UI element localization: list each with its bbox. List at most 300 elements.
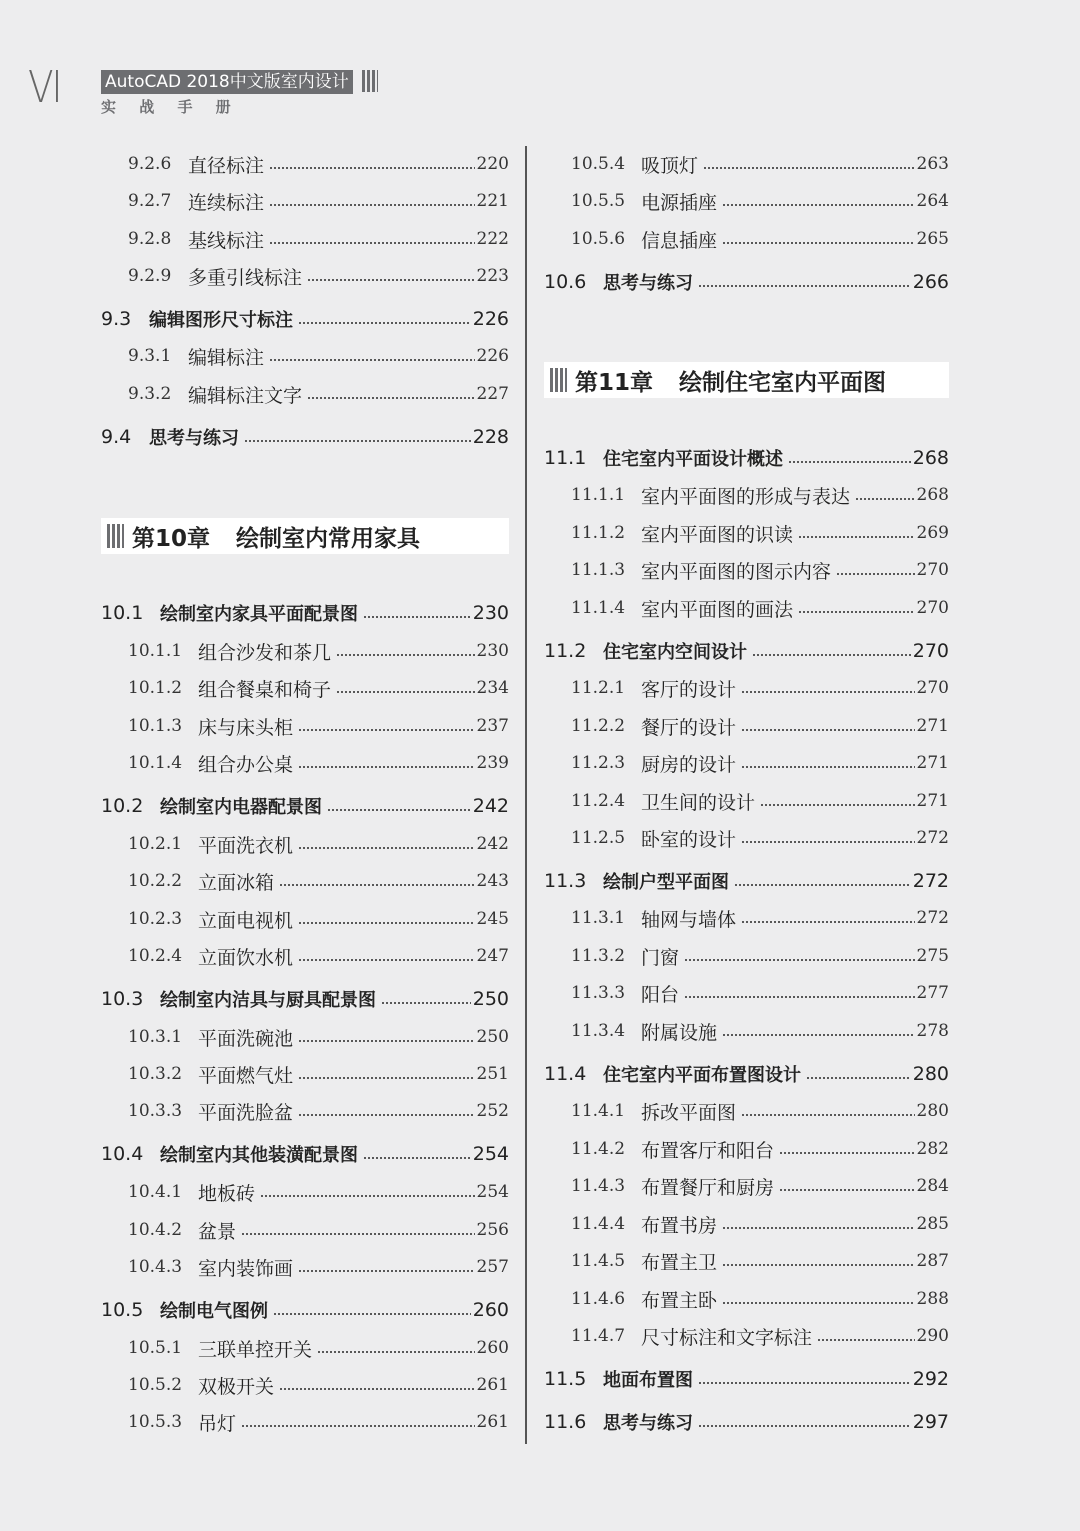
- chapter-bars-decoration: [550, 368, 567, 392]
- toc-entry-title: 电源插座: [641, 191, 718, 214]
- toc-leader-dots: [741, 841, 915, 843]
- toc-section-entry[interactable]: [101, 598, 509, 628]
- toc-entry-title: 卧室的设计: [641, 828, 737, 851]
- toc-entry-page: 260: [476, 1338, 509, 1358]
- book-title: AutoCAD 2018中文版室内设计: [101, 70, 353, 94]
- toc-subsection-entry[interactable]: [101, 636, 509, 666]
- toc-entry-title: 地板砖: [198, 1182, 256, 1205]
- toc-entry-number: 11.2: [544, 640, 587, 662]
- toc-entry-number: 11.2.5: [571, 828, 626, 848]
- toc-entry-page: 261: [476, 1375, 509, 1395]
- title-bars-decoration: [362, 70, 378, 92]
- chapter-heading[interactable]: [544, 362, 949, 398]
- toc-section-entry[interactable]: [101, 422, 509, 452]
- toc-entry-page: 292: [912, 1368, 949, 1390]
- toc-entry-number: 10.1: [101, 602, 144, 624]
- toc-leader-dots: [779, 1189, 915, 1191]
- toc-leader-dots: [381, 1002, 471, 1004]
- toc-entry-number: 11.4.4: [571, 1214, 626, 1234]
- page-number-roman: Ⅵ: [28, 62, 58, 113]
- toc-entry-title: 平面洗衣机: [198, 834, 294, 857]
- toc-entry-page: 272: [916, 828, 949, 848]
- toc-subsection-entry[interactable]: [544, 978, 949, 1008]
- toc-subsection-entry[interactable]: [101, 1333, 509, 1363]
- toc-entry-page: 270: [916, 560, 949, 580]
- toc-subsection-entry[interactable]: [101, 341, 509, 371]
- toc-subsection-entry[interactable]: [544, 903, 949, 933]
- toc-entry-page: 256: [476, 1220, 509, 1240]
- toc-entry-title: 住宅室内平面布置图设计: [603, 1065, 801, 1086]
- toc-entry-number: 11.1.1: [571, 485, 626, 505]
- toc-subsection-entry[interactable]: [544, 823, 949, 853]
- toc-entry-title: 住宅室内平面设计概述: [603, 449, 783, 470]
- toc-section-entry[interactable]: [544, 443, 949, 473]
- toc-leader-dots: [298, 847, 475, 849]
- toc-entry-number: 10.1.4: [128, 753, 183, 773]
- toc-entry-page: 288: [916, 1289, 949, 1309]
- toc-entry-page: 221: [476, 191, 509, 211]
- toc-entry-title: 思考与练习: [603, 273, 693, 294]
- toc-entry-title: 厨房的设计: [641, 753, 737, 776]
- toc-entry-page: 226: [472, 308, 509, 330]
- toc-section-entry[interactable]: [101, 304, 509, 334]
- toc-subsection-entry[interactable]: [101, 1407, 509, 1437]
- toc-subsection-entry[interactable]: [101, 1215, 509, 1245]
- toc-entry-number: 11.1: [544, 447, 587, 469]
- chapter-title: 绘制室内常用家具: [236, 525, 421, 552]
- toc-entry-title: 组合餐桌和椅子: [198, 678, 332, 701]
- toc-entry-title: 门窗: [641, 946, 680, 969]
- toc-leader-dots: [855, 498, 915, 500]
- toc-leader-dots: [298, 766, 475, 768]
- toc-entry-title: 布置主卫: [641, 1251, 718, 1274]
- toc-entry-title: 绘制室内洁具与厨具配景图: [160, 990, 376, 1011]
- toc-section-entry[interactable]: [101, 791, 509, 821]
- toc-leader-dots: [307, 397, 475, 399]
- toc-leader-dots: [298, 729, 475, 731]
- toc-entry-page: 272: [912, 870, 949, 892]
- toc-leader-dots: [363, 616, 471, 618]
- toc-subsection-entry[interactable]: [544, 186, 949, 216]
- toc-leader-dots: [317, 1351, 475, 1353]
- toc-entry-page: 270: [912, 640, 949, 662]
- toc-entry-title: 布置餐厅和厨房: [641, 1176, 775, 1199]
- toc-leader-dots: [336, 654, 475, 656]
- toc-subsection-entry[interactable]: [101, 224, 509, 254]
- toc-leader-dots: [363, 1157, 471, 1159]
- toc-subsection-entry[interactable]: [544, 555, 949, 585]
- toc-leader-dots: [741, 1114, 915, 1116]
- toc-entry-number: 10.5.1: [128, 1338, 183, 1358]
- toc-leader-dots: [741, 766, 915, 768]
- toc-entry-number: 11.1.4: [571, 598, 626, 618]
- toc-entry-page: 251: [476, 1064, 509, 1084]
- toc-entry-title: 绘制室内家具平面配景图: [160, 604, 358, 625]
- toc-entry-title: 客厅的设计: [641, 678, 737, 701]
- toc-entry-title: 双极开关: [198, 1375, 275, 1398]
- toc-leader-dots: [722, 242, 915, 244]
- toc-leader-dots: [279, 884, 475, 886]
- toc-entry-title: 室内平面图的画法: [641, 598, 794, 621]
- toc-leader-dots: [298, 1077, 475, 1079]
- toc-subsection-entry[interactable]: [101, 186, 509, 216]
- toc-entry-title: 室内平面图的识读: [641, 523, 794, 546]
- toc-entry-page: 247: [476, 946, 509, 966]
- toc-entry-page: 268: [912, 447, 949, 469]
- toc-subsection-entry[interactable]: [544, 1321, 949, 1351]
- toc-entry-title: 三联单控开关: [198, 1338, 313, 1361]
- toc-entry-page: 250: [476, 1027, 509, 1047]
- toc-leader-dots: [269, 242, 475, 244]
- toc-section-entry[interactable]: [544, 866, 949, 896]
- toc-leader-dots: [722, 1227, 915, 1229]
- toc-entry-number: 9.4: [101, 426, 132, 448]
- toc-entry-number: 10.4.2: [128, 1220, 183, 1240]
- toc-entry-number: 11.4.2: [571, 1139, 626, 1159]
- toc-entry-title: 立面冰箱: [198, 871, 275, 894]
- toc-entry-page: 257: [476, 1257, 509, 1277]
- toc-entry-page: 280: [912, 1063, 949, 1085]
- toc-leader-dots: [722, 204, 915, 206]
- toc-entry-title: 绘制室内其他装潢配景图: [160, 1145, 358, 1166]
- toc-entry-title: 住宅室内空间设计: [603, 642, 747, 663]
- toc-entry-title: 阳台: [641, 983, 680, 1006]
- toc-entry-title: 平面洗脸盆: [198, 1101, 294, 1124]
- toc-entry-page: 237: [476, 716, 509, 736]
- toc-leader-dots: [752, 654, 911, 656]
- toc-subsection-entry[interactable]: [544, 593, 949, 623]
- toc-leader-dots: [722, 1264, 915, 1266]
- toc-entry-number: 10.3.2: [128, 1064, 183, 1084]
- toc-entry-title: 组合办公桌: [198, 753, 294, 776]
- toc-entry-number: 11.3: [544, 870, 587, 892]
- toc-leader-dots: [798, 611, 915, 613]
- toc-entry-title: 床与床头柜: [198, 716, 294, 739]
- toc-entry-page: 271: [916, 716, 949, 736]
- toc-leader-dots: [698, 285, 911, 287]
- toc-entry-number: 10.2.4: [128, 946, 183, 966]
- toc-entry-page: 222: [476, 229, 509, 249]
- toc-entry-number: 10.5.5: [571, 191, 626, 211]
- toc-entry-title: 组合沙发和茶几: [198, 641, 332, 664]
- toc-leader-dots: [269, 359, 475, 361]
- toc-subsection-entry[interactable]: [544, 1284, 949, 1314]
- toc-leader-dots: [307, 279, 475, 281]
- toc-subsection-entry[interactable]: [101, 866, 509, 896]
- toc-section-entry[interactable]: [544, 636, 949, 666]
- toc-subsection-entry[interactable]: [101, 711, 509, 741]
- toc-entry-page: 290: [916, 1326, 949, 1346]
- toc-entry-page: 261: [476, 1412, 509, 1432]
- toc-subsection-entry[interactable]: [544, 673, 949, 703]
- toc-section-entry[interactable]: [544, 1407, 949, 1437]
- toc-leader-dots: [698, 1425, 911, 1427]
- toc-entry-title: 立面饮水机: [198, 946, 294, 969]
- toc-entry-number: 9.3: [101, 308, 132, 330]
- toc-entry-page: 285: [916, 1214, 949, 1234]
- toc-entry-page: 227: [476, 384, 509, 404]
- toc-entry-number: 10.4.3: [128, 1257, 183, 1277]
- toc-entry-page: 278: [916, 1021, 949, 1041]
- toc-entry-page: 234: [476, 678, 509, 698]
- toc-entry-page: 280: [916, 1101, 949, 1121]
- toc-section-entry[interactable]: [544, 267, 949, 297]
- toc-entry-number: 9.3.2: [128, 384, 172, 404]
- toc-leader-dots: [698, 1382, 911, 1384]
- toc-entry-page: 272: [916, 908, 949, 928]
- toc-subsection-entry[interactable]: [544, 149, 949, 179]
- toc-entry-number: 9.2.8: [128, 229, 172, 249]
- toc-entry-number: 10.3.3: [128, 1101, 183, 1121]
- toc-leader-dots: [741, 729, 915, 731]
- toc-entry-number: 11.4: [544, 1063, 587, 1085]
- toc-entry-number: 11.4.1: [571, 1101, 626, 1121]
- toc-entry-title: 编辑图形尺寸标注: [149, 310, 293, 331]
- toc-entry-number: 10.1.2: [128, 678, 183, 698]
- toc-leader-dots: [279, 1388, 475, 1390]
- toc-entry-number: 9.2.9: [128, 266, 172, 286]
- toc-subsection-entry[interactable]: [101, 379, 509, 409]
- toc-entry-title: 布置书房: [641, 1214, 718, 1237]
- toc-subsection-entry[interactable]: [544, 1016, 949, 1046]
- toc-leader-dots: [760, 804, 915, 806]
- toc-entry-title: 尺寸标注和文字标注: [641, 1326, 813, 1349]
- toc-entry-number: 11.2.3: [571, 753, 626, 773]
- toc-entry-title: 室内平面图的图示内容: [641, 560, 832, 583]
- toc-entry-number: 11.3.4: [571, 1021, 626, 1041]
- toc-section-entry[interactable]: [101, 1139, 509, 1169]
- toc-leader-dots: [734, 884, 911, 886]
- toc-entry-page: 271: [916, 791, 949, 811]
- toc-entry-page: 226: [476, 346, 509, 366]
- toc-entry-page: 271: [916, 753, 949, 773]
- toc-entry-number: 10.5: [101, 1299, 144, 1321]
- toc-subsection-entry[interactable]: [544, 1209, 949, 1239]
- toc-entry-title: 布置主卧: [641, 1289, 718, 1312]
- toc-entry-title: 餐厅的设计: [641, 716, 737, 739]
- toc-entry-page: 270: [916, 598, 949, 618]
- toc-leader-dots: [298, 1114, 475, 1116]
- toc-entry-page: 243: [476, 871, 509, 891]
- toc-section-entry[interactable]: [544, 1059, 949, 1089]
- toc-leader-dots: [273, 1313, 471, 1315]
- toc-entry-title: 绘制户型平面图: [603, 872, 729, 893]
- toc-entry-page: 260: [472, 1299, 509, 1321]
- toc-entry-page: 264: [916, 191, 949, 211]
- toc-entry-title: 平面燃气灶: [198, 1064, 294, 1087]
- toc-entry-title: 室内装饰画: [198, 1257, 294, 1280]
- toc-entry-number: 10.6: [544, 271, 587, 293]
- toc-entry-number: 10.2: [101, 795, 144, 817]
- toc-entry-number: 11.3.1: [571, 908, 626, 928]
- toc-subsection-entry[interactable]: [101, 1177, 509, 1207]
- toc-entry-page: 239: [476, 753, 509, 773]
- toc-subsection-entry[interactable]: [544, 1134, 949, 1164]
- toc-entry-page: 230: [472, 602, 509, 624]
- toc-entry-number: 11.5: [544, 1368, 587, 1390]
- toc-entry-number: 10.3.1: [128, 1027, 183, 1047]
- toc-leader-dots: [722, 1034, 915, 1036]
- toc-entry-number: 10.2.1: [128, 834, 183, 854]
- toc-entry-number: 10.5.3: [128, 1412, 183, 1432]
- toc-leader-dots: [684, 996, 915, 998]
- toc-leader-dots: [788, 461, 911, 463]
- toc-leader-dots: [269, 204, 475, 206]
- toc-subsection-entry[interactable]: [101, 941, 509, 971]
- toc-subsection-entry[interactable]: [544, 480, 949, 510]
- toc-entry-title: 基线标注: [188, 229, 265, 252]
- toc-entry-number: 10.4: [101, 1143, 144, 1165]
- toc-entry-title: 盆景: [198, 1220, 237, 1243]
- toc-subsection-entry[interactable]: [101, 829, 509, 859]
- toc-entry-page: 287: [916, 1251, 949, 1271]
- toc-entry-number: 9.3.1: [128, 346, 172, 366]
- toc-entry-number: 10.4.1: [128, 1182, 183, 1202]
- chapter-heading[interactable]: [101, 518, 509, 554]
- toc-leader-dots: [241, 1425, 475, 1427]
- toc-entry-title: 绘制电气图例: [160, 1301, 268, 1322]
- toc-subsection-entry[interactable]: [101, 1096, 509, 1126]
- toc-entry-title: 直径标注: [188, 154, 265, 177]
- toc-entry-number: 11.6: [544, 1411, 587, 1433]
- toc-entry-number: 10.1.1: [128, 641, 183, 661]
- toc-subsection-entry[interactable]: [544, 518, 949, 548]
- toc-entry-number: 11.4.6: [571, 1289, 626, 1309]
- toc-entry-page: 245: [476, 909, 509, 929]
- book-subtitle: 实 战 手 册: [101, 98, 240, 116]
- toc-entry-number: 11.4.5: [571, 1251, 626, 1271]
- toc-subsection-entry[interactable]: [544, 748, 949, 778]
- toc-leader-dots: [684, 959, 915, 961]
- toc-entry-number: 11.1.2: [571, 523, 626, 543]
- toc-subsection-entry[interactable]: [101, 261, 509, 291]
- toc-section-entry[interactable]: [544, 1364, 949, 1394]
- toc-entry-number: 10.2.2: [128, 871, 183, 891]
- toc-entry-page: 263: [916, 154, 949, 174]
- toc-entry-title: 平面洗碗池: [198, 1027, 294, 1050]
- toc-subsection-entry[interactable]: [544, 1246, 949, 1276]
- toc-subsection-entry[interactable]: [101, 1252, 509, 1282]
- toc-entry-page: 269: [916, 523, 949, 543]
- toc-entry-number: 11.2.1: [571, 678, 626, 698]
- toc-leader-dots: [336, 691, 475, 693]
- toc-entry-title: 地面布置图: [603, 1370, 693, 1391]
- toc-entry-title: 吊灯: [198, 1412, 237, 1435]
- toc-entry-title: 连续标注: [188, 191, 265, 214]
- toc-leader-dots: [269, 167, 475, 169]
- toc-leader-dots: [722, 1302, 915, 1304]
- toc-entry-title: 吸顶灯: [641, 154, 699, 177]
- toc-entry-title: 多重引线标注: [188, 266, 303, 289]
- toc-subsection-entry[interactable]: [544, 941, 949, 971]
- toc-subsection-entry[interactable]: [101, 748, 509, 778]
- toc-entry-number: 11.3.2: [571, 946, 626, 966]
- toc-entry-number: 11.4.7: [571, 1326, 626, 1346]
- toc-entry-title: 附属设施: [641, 1021, 718, 1044]
- toc-entry-page: 250: [472, 988, 509, 1010]
- toc-entry-title: 编辑标注文字: [188, 384, 303, 407]
- toc-leader-dots: [806, 1077, 911, 1079]
- toc-entry-page: 228: [472, 426, 509, 448]
- toc-leader-dots: [798, 536, 915, 538]
- toc-subsection-entry[interactable]: [101, 1059, 509, 1089]
- toc-subsection-entry[interactable]: [544, 786, 949, 816]
- toc-entry-number: 9.2.7: [128, 191, 172, 211]
- toc-subsection-entry[interactable]: [101, 149, 509, 179]
- toc-entry-page: 230: [476, 641, 509, 661]
- chapter-title: 绘制住宅室内平面图: [679, 369, 887, 396]
- toc-entry-number: 10.5.6: [571, 229, 626, 249]
- toc-subsection-entry[interactable]: [544, 1171, 949, 1201]
- toc-subsection-entry[interactable]: [544, 224, 949, 254]
- toc-entry-number: 11.3.3: [571, 983, 626, 1003]
- toc-leader-dots: [741, 691, 915, 693]
- toc-entry-page: 254: [472, 1143, 509, 1165]
- toc-leader-dots: [241, 1233, 475, 1235]
- toc-entry-title: 布置客厅和阳台: [641, 1139, 775, 1162]
- toc-entry-number: 10.3: [101, 988, 144, 1010]
- toc-leader-dots: [836, 573, 915, 575]
- toc-entry-number: 11.1.3: [571, 560, 626, 580]
- toc-leader-dots: [779, 1152, 915, 1154]
- toc-leader-dots: [298, 1270, 475, 1272]
- toc-entry-page: 266: [912, 271, 949, 293]
- toc-subsection-entry[interactable]: [101, 904, 509, 934]
- toc-subsection-entry[interactable]: [101, 1370, 509, 1400]
- toc-leader-dots: [260, 1195, 475, 1197]
- toc-entry-page: 223: [476, 266, 509, 286]
- toc-entry-page: 297: [912, 1411, 949, 1433]
- toc-entry-page: 242: [476, 834, 509, 854]
- toc-entry-number: 9.2.6: [128, 154, 172, 174]
- toc-entry-title: 编辑标注: [188, 346, 265, 369]
- toc-entry-number: 10.5.2: [128, 1375, 183, 1395]
- toc-entry-title: 卫生间的设计: [641, 791, 756, 814]
- column-divider: [525, 146, 527, 1444]
- toc-entry-title: 思考与练习: [603, 1413, 693, 1434]
- toc-entry-page: 277: [916, 983, 949, 1003]
- toc-subsection-entry[interactable]: [544, 1096, 949, 1126]
- toc-leader-dots: [741, 921, 915, 923]
- toc-entry-number: 10.5.4: [571, 154, 626, 174]
- toc-entry-title: 信息插座: [641, 229, 718, 252]
- toc-subsection-entry[interactable]: [544, 711, 949, 741]
- toc-entry-page: 252: [476, 1101, 509, 1121]
- toc-leader-dots: [703, 167, 915, 169]
- toc-entry-page: 242: [472, 795, 509, 817]
- toc-leader-dots: [298, 922, 475, 924]
- toc-subsection-entry[interactable]: [101, 673, 509, 703]
- toc-entry-number: 11.2.2: [571, 716, 626, 736]
- toc-entry-title: 绘制室内电器配景图: [160, 797, 322, 818]
- toc-leader-dots: [817, 1339, 915, 1341]
- toc-leader-dots: [298, 322, 471, 324]
- toc-entry-number: 11.4.3: [571, 1176, 626, 1196]
- toc-leader-dots: [244, 440, 471, 442]
- chapter-bars-decoration: [107, 524, 124, 548]
- toc-leader-dots: [327, 809, 471, 811]
- toc-entry-page: 254: [476, 1182, 509, 1202]
- chapter-number: 第10章: [132, 525, 211, 552]
- toc-entry-page: 284: [916, 1176, 949, 1196]
- toc-section-entry[interactable]: [101, 1295, 509, 1325]
- chapter-number: 第11章: [575, 369, 654, 396]
- toc-subsection-entry[interactable]: [101, 1022, 509, 1052]
- toc-entry-number: 10.1.3: [128, 716, 183, 736]
- toc-section-entry[interactable]: [101, 984, 509, 1014]
- toc-entry-page: 268: [916, 485, 949, 505]
- toc-entry-title: 室内平面图的形成与表达: [641, 485, 851, 508]
